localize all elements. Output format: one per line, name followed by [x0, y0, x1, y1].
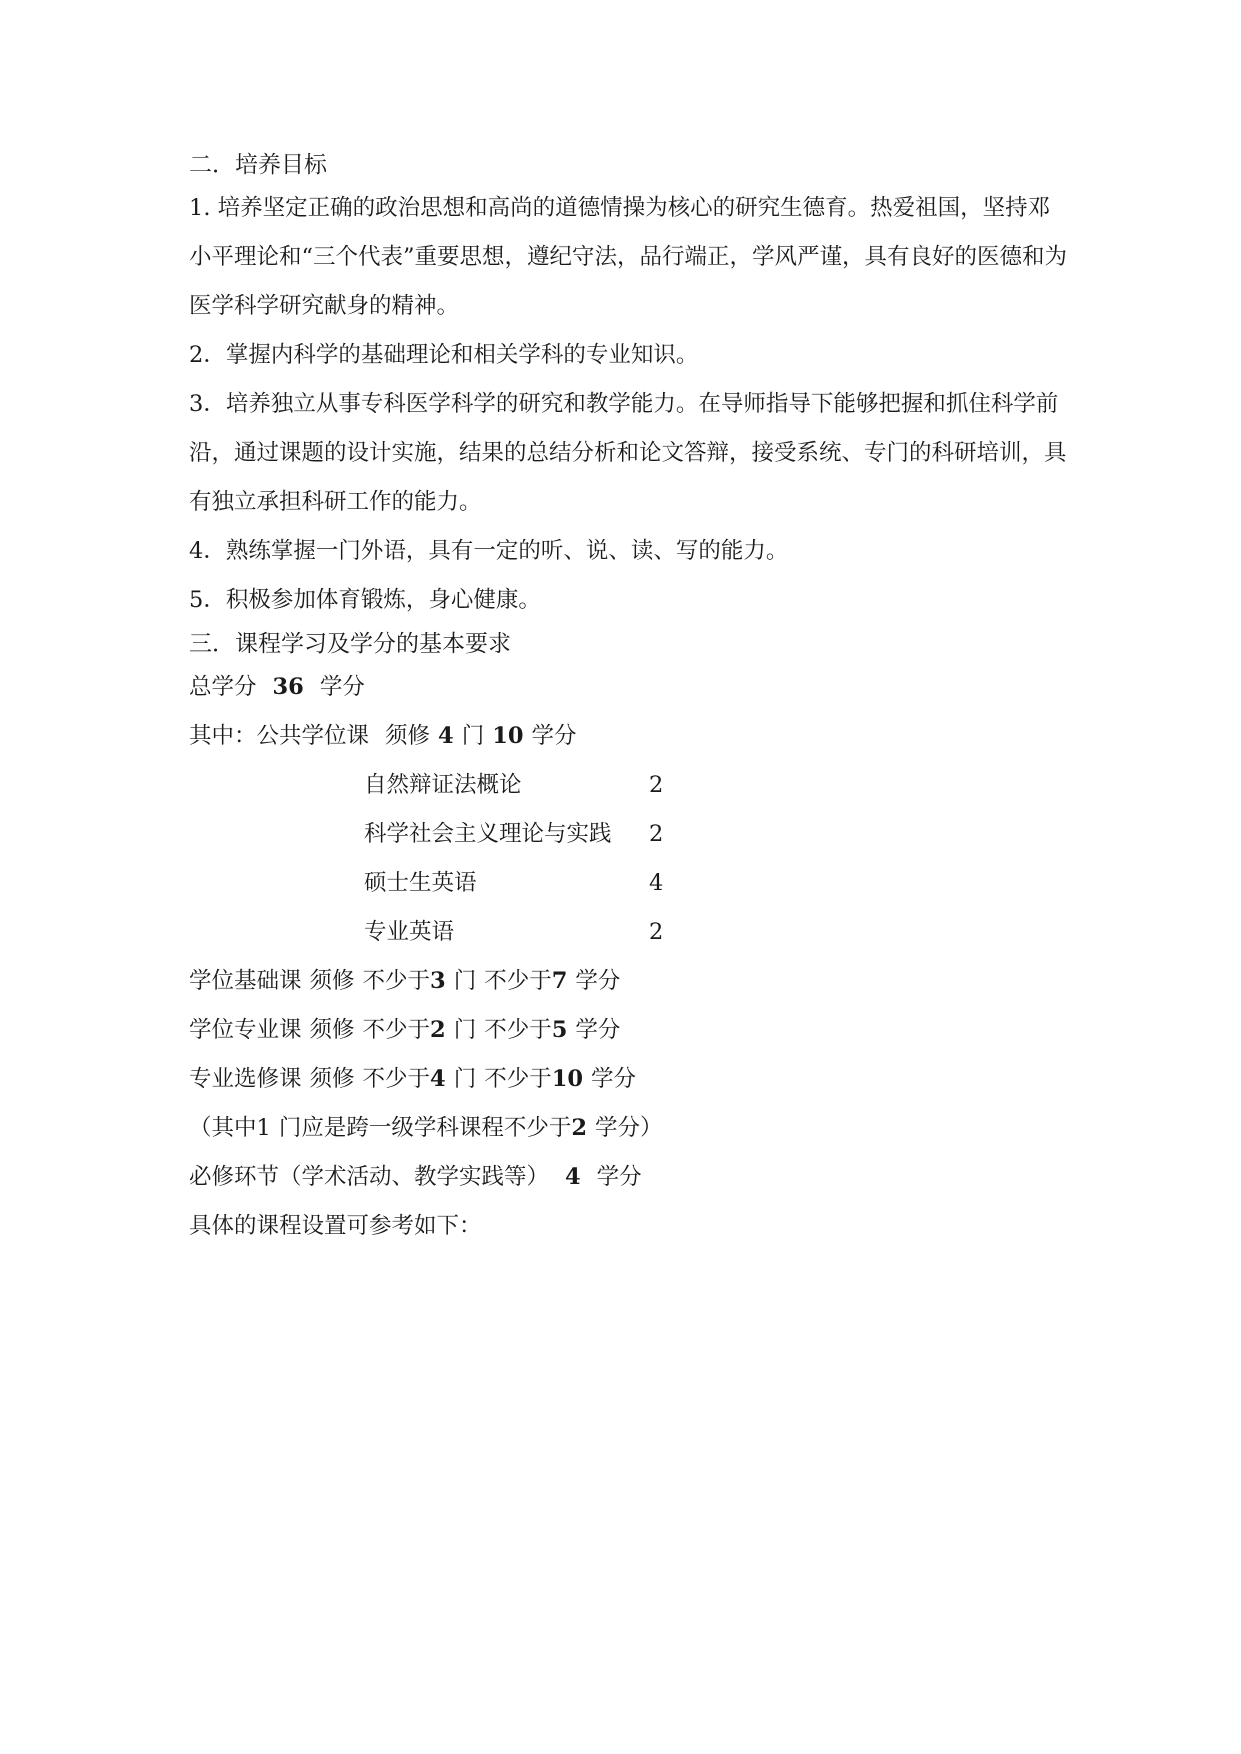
closing-line: 具体的课程设置可参考如下：: [189, 1213, 482, 1239]
major-course-credits: 5: [551, 1017, 568, 1043]
course-row: [189, 908, 1069, 957]
total-credits-line: [189, 663, 1069, 712]
goal-item-3: 3．培养独立从事专科医学科学的研究和教学能力。在导师指导下能够把握和抓住科学前沿，通过课题的设计实施，结果的总结分析和论文答辩，接受系统、专门的科研培训，具有独立承担科研工作的能力。: [189, 391, 1067, 515]
required-label: 必修环节（学术活动、教学实践等）: [189, 1164, 550, 1190]
course-name: 专业英语: [364, 919, 455, 945]
major-course-line: [189, 1006, 1069, 1055]
major-course-min2: 不少于: [484, 1017, 552, 1043]
major-course-suffix: 学分: [575, 1017, 621, 1043]
course-row: [189, 810, 1069, 859]
course-name: 科学社会主义理论与实践: [364, 821, 612, 847]
section-heading-training-goals: 二．培养目标: [189, 152, 327, 178]
total-credits-value: 36: [272, 674, 304, 700]
goal-item-5: 5．积极参加体育锻炼，身心健康。: [189, 587, 541, 613]
elective-course-count: 4: [430, 1066, 446, 1092]
elective-course-min2: 不少于: [484, 1066, 552, 1092]
note-suffix: 学分）: [595, 1115, 663, 1141]
course-row: [189, 761, 1069, 810]
public-course-count: 4: [438, 723, 454, 749]
elective-course-req: 须修: [309, 1066, 355, 1092]
section-heading-course-requirements: 三．课程学习及学分的基本要求: [189, 631, 511, 657]
page-content: [189, 146, 1069, 1251]
foundation-course-suffix: 学分: [575, 968, 621, 994]
elective-course-label: 专业选修课: [189, 1066, 302, 1092]
foundation-course-min2: 不少于: [484, 968, 552, 994]
total-credits-label: 总学分: [189, 674, 257, 700]
foundation-course-unit: 门: [453, 968, 477, 994]
foundation-course-line: [189, 957, 1069, 1006]
public-course-req: 须修: [385, 723, 431, 749]
foundation-course-count: 3: [430, 968, 446, 994]
required-activities-line: [189, 1153, 1069, 1202]
elective-course-line: [189, 1055, 1069, 1104]
course-credit: 2: [649, 821, 664, 847]
course-name: 硕士生英语: [364, 870, 477, 896]
public-course-suffix: 学分: [531, 723, 577, 749]
elective-course-unit: 门: [453, 1066, 477, 1092]
major-course-req: 须修: [309, 1017, 355, 1043]
note-text: 门应是跨一级学科课程不少于: [278, 1115, 572, 1141]
course-name: 自然辩证法概论: [364, 772, 522, 798]
course-credit: 2: [649, 919, 664, 945]
required-suffix: 学分: [596, 1164, 642, 1190]
public-course-unit: 门: [461, 723, 485, 749]
major-course-min1: 不少于: [362, 1017, 431, 1043]
major-course-unit: 门: [453, 1017, 477, 1043]
required-value: 4: [565, 1164, 581, 1190]
note-prefix: （其中1: [189, 1115, 271, 1141]
public-course-credits: 10: [492, 723, 524, 749]
course-row: [189, 859, 1069, 908]
goal-item-1: 1. 培养坚定正确的政治思想和高尚的道德情操为核心的研究生德育。热爱祖国，坚持邓小平理论和“三个代表”重要思想，遵纪守法，品行端正，学风严谨，具有良好的医德和为医学科学研究献身的精神。: [189, 195, 1068, 319]
elective-course-min1: 不少于: [362, 1066, 431, 1092]
major-course-label: 学位专业课: [189, 1017, 302, 1043]
foundation-course-req: 须修: [309, 968, 355, 994]
note-value: 2: [571, 1115, 587, 1141]
elective-course-credits: 10: [551, 1066, 584, 1092]
course-credit: 2: [649, 772, 664, 798]
total-credits-unit: 学分: [319, 674, 365, 700]
public-course-line: [189, 712, 1069, 761]
goal-item-4: 4．熟练掌握一门外语，具有一定的听、说、读、写的能力。: [189, 538, 789, 564]
elective-course-suffix: 学分: [591, 1066, 637, 1092]
foundation-course-min1: 不少于: [362, 968, 431, 994]
foundation-course-label: 学位基础课: [189, 968, 302, 994]
foundation-course-credits: 7: [551, 968, 568, 994]
public-course-label: 其中：公共学位课: [189, 723, 370, 749]
course-credit: 4: [649, 870, 664, 896]
major-course-count: 2: [430, 1017, 446, 1043]
cross-discipline-note: [189, 1104, 1069, 1153]
goal-item-2: 2．掌握内科学的基础理论和相关学科的专业知识。: [189, 342, 699, 368]
